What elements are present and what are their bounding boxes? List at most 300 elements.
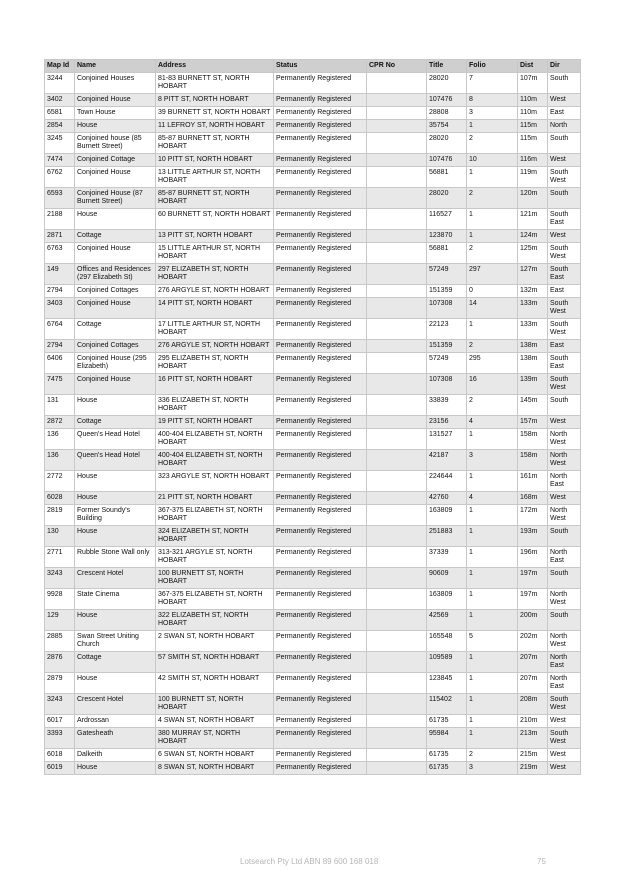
cell-cpr-no [367,652,427,673]
cell-dist: 172m [518,505,548,526]
cell-map-id: 3402 [45,94,75,107]
cell-folio: 7 [467,73,518,94]
cell-address: 39 BURNETT ST, NORTH HOBART [156,107,274,120]
cell-address: 324 ELIZABETH ST, NORTH HOBART [156,526,274,547]
cell-dist: 200m [518,610,548,631]
cell-title: 33839 [427,395,467,416]
cell-status: Permanently Registered [274,505,367,526]
cell-cpr-no [367,762,427,775]
cell-title: 56881 [427,167,467,188]
cell-cpr-no [367,340,427,353]
cell-name: Ardrossan [75,715,156,728]
cell-name: Conjoined Cottages [75,285,156,298]
table-row [45,762,581,775]
cell-title: 107308 [427,298,467,319]
cell-title: 131527 [427,429,467,450]
cell-folio: 1 [467,209,518,230]
cell-map-id: 6017 [45,715,75,728]
cell-dir: South [548,133,581,154]
cell-status: Permanently Registered [274,631,367,652]
cell-cpr-no [367,728,427,749]
cell-map-id: 7474 [45,154,75,167]
cell-address: 380 MURRAY ST, NORTH HOBART [156,728,274,749]
cell-status: Permanently Registered [274,728,367,749]
cell-title: 163809 [427,505,467,526]
cell-name: Dalkeith [75,749,156,762]
cell-title: 57249 [427,353,467,374]
cell-dir: South East [548,264,581,285]
table-body [45,73,581,775]
cell-name: House [75,526,156,547]
cell-map-id: 130 [45,526,75,547]
cell-name: Rubble Stone Wall only [75,547,156,568]
cell-status: Permanently Registered [274,610,367,631]
cell-dist: 133m [518,319,548,340]
table-row [45,298,581,319]
cell-title: 22123 [427,319,467,340]
cell-title: 151359 [427,285,467,298]
cell-status: Permanently Registered [274,209,367,230]
cell-title: 107308 [427,374,467,395]
cell-map-id: 2819 [45,505,75,526]
cell-status: Permanently Registered [274,589,367,610]
cell-map-id: 3403 [45,298,75,319]
cell-map-id: 3393 [45,728,75,749]
cell-cpr-no [367,568,427,589]
cell-map-id: 6593 [45,188,75,209]
cell-map-id: 6019 [45,762,75,775]
cell-map-id: 136 [45,450,75,471]
cell-map-id: 6762 [45,167,75,188]
cell-dist: 158m [518,429,548,450]
cell-folio: 2 [467,749,518,762]
cell-status: Permanently Registered [274,107,367,120]
cell-dir: West [548,492,581,505]
cell-address: 322 ELIZABETH ST, NORTH HOBART [156,610,274,631]
cell-dist: 210m [518,715,548,728]
cell-folio: 1 [467,568,518,589]
cell-address: 21 PITT ST, NORTH HOBART [156,492,274,505]
cell-dir: South [548,526,581,547]
cell-title: 42760 [427,492,467,505]
cell-folio: 2 [467,243,518,264]
cell-cpr-no [367,285,427,298]
cell-status: Permanently Registered [274,416,367,429]
cell-cpr-no [367,353,427,374]
cell-title: 163809 [427,589,467,610]
header-dist: Dist [518,60,548,73]
cell-status: Permanently Registered [274,526,367,547]
cell-title: 95984 [427,728,467,749]
cell-dist: 133m [518,298,548,319]
header-status: Status [274,60,367,73]
cell-dist: 207m [518,673,548,694]
table-row [45,94,581,107]
table-row [45,243,581,264]
cell-dist: 197m [518,568,548,589]
cell-cpr-no [367,94,427,107]
cell-folio: 14 [467,298,518,319]
cell-status: Permanently Registered [274,547,367,568]
cell-title: 42569 [427,610,467,631]
cell-address: 2 SWAN ST, NORTH HOBART [156,631,274,652]
cell-name: Crescent Hotel [75,568,156,589]
cell-name: Cottage [75,416,156,429]
cell-dist: 127m [518,264,548,285]
table-row [45,188,581,209]
cell-address: 85-87 BURNETT ST, NORTH HOBART [156,133,274,154]
table-row [45,450,581,471]
cell-dist: 115m [518,133,548,154]
cell-dir: South [548,73,581,94]
cell-dist: 193m [518,526,548,547]
cell-dir: West [548,230,581,243]
cell-dist: 116m [518,154,548,167]
table-row [45,120,581,133]
table-row [45,395,581,416]
cell-dir: South West [548,243,581,264]
cell-title: 224644 [427,471,467,492]
cell-dir: South West [548,298,581,319]
cell-cpr-no [367,188,427,209]
cell-title: 123870 [427,230,467,243]
cell-cpr-no [367,298,427,319]
cell-name: Swan Street Uniting Church [75,631,156,652]
footer-company: Lotsearch Pty Ltd ABN 89 600 168 018 [240,857,379,866]
cell-dir: West [548,762,581,775]
cell-address: 400-404 ELIZABETH ST, NORTH HOBART [156,429,274,450]
cell-status: Permanently Registered [274,264,367,285]
cell-cpr-no [367,107,427,120]
cell-map-id: 2879 [45,673,75,694]
cell-folio: 1 [467,505,518,526]
cell-name: Conjoined House [75,298,156,319]
cell-folio: 1 [467,429,518,450]
cell-title: 56881 [427,243,467,264]
table-row [45,154,581,167]
cell-dir: South East [548,209,581,230]
cell-address: 400-404 ELIZABETH ST, NORTH HOBART [156,450,274,471]
table-row [45,319,581,340]
table-row [45,353,581,374]
cell-title: 57249 [427,264,467,285]
table-row [45,631,581,652]
cell-map-id: 9928 [45,589,75,610]
header-cpr-no: CPR No [367,60,427,73]
cell-dir: South [548,568,581,589]
cell-dir: South West [548,694,581,715]
cell-dir: North West [548,589,581,610]
cell-address: 10 PITT ST, NORTH HOBART [156,154,274,167]
cell-status: Permanently Registered [274,673,367,694]
cell-dir: North East [548,673,581,694]
cell-status: Permanently Registered [274,353,367,374]
cell-map-id: 129 [45,610,75,631]
cell-dir: South West [548,167,581,188]
cell-status: Permanently Registered [274,450,367,471]
cell-name: Conjoined Houses [75,73,156,94]
cell-status: Permanently Registered [274,762,367,775]
table-row [45,505,581,526]
cell-dir: East [548,107,581,120]
cell-address: 297 ELIZABETH ST, NORTH HOBART [156,264,274,285]
cell-name: House [75,209,156,230]
header-title: Title [427,60,467,73]
cell-dir: West [548,749,581,762]
cell-dir: North [548,120,581,133]
cell-cpr-no [367,120,427,133]
cell-cpr-no [367,243,427,264]
cell-folio: 1 [467,694,518,715]
header-name: Name [75,60,156,73]
header-dir: Dir [548,60,581,73]
cell-cpr-no [367,631,427,652]
cell-address: 60 BURNETT ST, NORTH HOBART [156,209,274,230]
cell-address: 19 PITT ST, NORTH HOBART [156,416,274,429]
cell-name: House [75,492,156,505]
cell-folio: 1 [467,471,518,492]
table-row [45,610,581,631]
cell-name: Offices and Residences (297 Elizabeth St) [75,264,156,285]
cell-dir: North West [548,450,581,471]
cell-map-id: 3243 [45,568,75,589]
cell-name: Conjoined house (85 Burnett Street) [75,133,156,154]
cell-dist: 158m [518,450,548,471]
cell-name: Conjoined Cottage [75,154,156,167]
cell-dist: 213m [518,728,548,749]
cell-name: Cottage [75,319,156,340]
cell-name: House [75,471,156,492]
cell-address: 57 SMITH ST, NORTH HOBART [156,652,274,673]
table-row [45,715,581,728]
cell-dir: South [548,395,581,416]
cell-dir: North West [548,429,581,450]
cell-address: 6 SWAN ST, NORTH HOBART [156,749,274,762]
cell-folio: 297 [467,264,518,285]
cell-cpr-no [367,526,427,547]
cell-status: Permanently Registered [274,429,367,450]
cell-dist: 125m [518,243,548,264]
page-number: 75 [537,857,546,866]
cell-name: House [75,120,156,133]
cell-status: Permanently Registered [274,285,367,298]
cell-cpr-no [367,73,427,94]
cell-folio: 16 [467,374,518,395]
cell-folio: 4 [467,492,518,505]
cell-folio: 1 [467,230,518,243]
cell-address: 13 LITTLE ARTHUR ST, NORTH HOBART [156,167,274,188]
table-row [45,492,581,505]
table-row [45,652,581,673]
cell-dist: 124m [518,230,548,243]
table-row [45,749,581,762]
cell-cpr-no [367,264,427,285]
table-row [45,374,581,395]
cell-title: 115402 [427,694,467,715]
cell-status: Permanently Registered [274,395,367,416]
cell-status: Permanently Registered [274,298,367,319]
cell-dir: North East [548,652,581,673]
cell-cpr-no [367,416,427,429]
cell-address: 42 SMITH ST, NORTH HOBART [156,673,274,694]
cell-dist: 215m [518,749,548,762]
cell-map-id: 2188 [45,209,75,230]
cell-dist: 138m [518,353,548,374]
cell-status: Permanently Registered [274,188,367,209]
cell-status: Permanently Registered [274,694,367,715]
heritage-register-table [44,59,581,775]
cell-name: Conjoined House (295 Elizabeth) [75,353,156,374]
cell-status: Permanently Registered [274,374,367,395]
cell-name: Town House [75,107,156,120]
cell-folio: 1 [467,319,518,340]
cell-map-id: 2872 [45,416,75,429]
table-row [45,167,581,188]
cell-map-id: 2885 [45,631,75,652]
cell-map-id: 136 [45,429,75,450]
header-address: Address [156,60,274,73]
cell-folio: 0 [467,285,518,298]
cell-dir: West [548,715,581,728]
cell-dir: North East [548,547,581,568]
cell-map-id: 6764 [45,319,75,340]
cell-folio: 1 [467,673,518,694]
table-row [45,340,581,353]
cell-name: House [75,673,156,694]
cell-address: 100 BURNETT ST, NORTH HOBART [156,568,274,589]
cell-name: Conjoined House [75,374,156,395]
cell-map-id: 2794 [45,285,75,298]
cell-address: 15 LITTLE ARTHUR ST, NORTH HOBART [156,243,274,264]
cell-folio: 2 [467,188,518,209]
cell-cpr-no [367,505,427,526]
cell-cpr-no [367,230,427,243]
cell-status: Permanently Registered [274,340,367,353]
table-row [45,471,581,492]
cell-address: 8 SWAN ST, NORTH HOBART [156,762,274,775]
cell-dist: 219m [518,762,548,775]
cell-dir: West [548,416,581,429]
table-header-row [45,60,581,73]
header-folio: Folio [467,60,518,73]
cell-cpr-no [367,715,427,728]
cell-dir: South West [548,728,581,749]
cell-dir: North West [548,505,581,526]
cell-title: 151359 [427,340,467,353]
table-row [45,285,581,298]
header-map-id: Map Id [45,60,75,73]
cell-status: Permanently Registered [274,94,367,107]
cell-address: 276 ARGYLE ST, NORTH HOBART [156,340,274,353]
cell-dist: 168m [518,492,548,505]
cell-name: Cottage [75,230,156,243]
cell-address: 367-375 ELIZABETH ST, NORTH HOBART [156,505,274,526]
cell-title: 61735 [427,749,467,762]
cell-name: Cottage [75,652,156,673]
cell-folio: 295 [467,353,518,374]
cell-map-id: 6406 [45,353,75,374]
cell-folio: 2 [467,340,518,353]
cell-name: House [75,762,156,775]
table-row [45,416,581,429]
cell-dist: 145m [518,395,548,416]
cell-status: Permanently Registered [274,154,367,167]
cell-cpr-no [367,450,427,471]
cell-title: 107476 [427,94,467,107]
cell-address: 276 ARGYLE ST, NORTH HOBART [156,285,274,298]
cell-title: 251883 [427,526,467,547]
cell-dir: South West [548,319,581,340]
cell-name: Conjoined Cottages [75,340,156,353]
cell-folio: 1 [467,167,518,188]
cell-folio: 1 [467,547,518,568]
cell-status: Permanently Registered [274,133,367,154]
cell-title: 90609 [427,568,467,589]
cell-cpr-no [367,154,427,167]
cell-folio: 1 [467,526,518,547]
cell-dist: 119m [518,167,548,188]
cell-cpr-no [367,209,427,230]
cell-address: 336 ELIZABETH ST, NORTH HOBART [156,395,274,416]
cell-dist: 115m [518,120,548,133]
cell-title: 28808 [427,107,467,120]
cell-title: 28020 [427,133,467,154]
table-row [45,230,581,243]
table-row [45,264,581,285]
cell-dist: 132m [518,285,548,298]
cell-name: State Cinema [75,589,156,610]
cell-status: Permanently Registered [274,73,367,94]
cell-folio: 2 [467,133,518,154]
table-row [45,589,581,610]
cell-name: Conjoined House [75,243,156,264]
cell-dist: 202m [518,631,548,652]
cell-cpr-no [367,694,427,715]
cell-folio: 4 [467,416,518,429]
cell-dir: South East [548,353,581,374]
cell-cpr-no [367,492,427,505]
cell-address: 16 PITT ST, NORTH HOBART [156,374,274,395]
cell-folio: 1 [467,120,518,133]
cell-map-id: 2854 [45,120,75,133]
cell-title: 123845 [427,673,467,694]
cell-name: Gatesheath [75,728,156,749]
cell-cpr-no [367,749,427,762]
cell-folio: 3 [467,450,518,471]
cell-folio: 1 [467,610,518,631]
cell-dir: South [548,610,581,631]
cell-map-id: 6028 [45,492,75,505]
cell-dist: 107m [518,73,548,94]
table-row [45,133,581,154]
cell-dir: North West [548,631,581,652]
cell-dist: 197m [518,589,548,610]
cell-address: 323 ARGYLE ST, NORTH HOBART [156,471,274,492]
table-row [45,73,581,94]
cell-cpr-no [367,547,427,568]
cell-folio: 1 [467,728,518,749]
cell-map-id: 149 [45,264,75,285]
cell-address: 14 PITT ST, NORTH HOBART [156,298,274,319]
cell-dir: East [548,285,581,298]
cell-name: Conjoined House [75,94,156,107]
table-row [45,526,581,547]
cell-status: Permanently Registered [274,652,367,673]
cell-cpr-no [367,673,427,694]
table-row [45,429,581,450]
cell-title: 35754 [427,120,467,133]
cell-folio: 1 [467,652,518,673]
